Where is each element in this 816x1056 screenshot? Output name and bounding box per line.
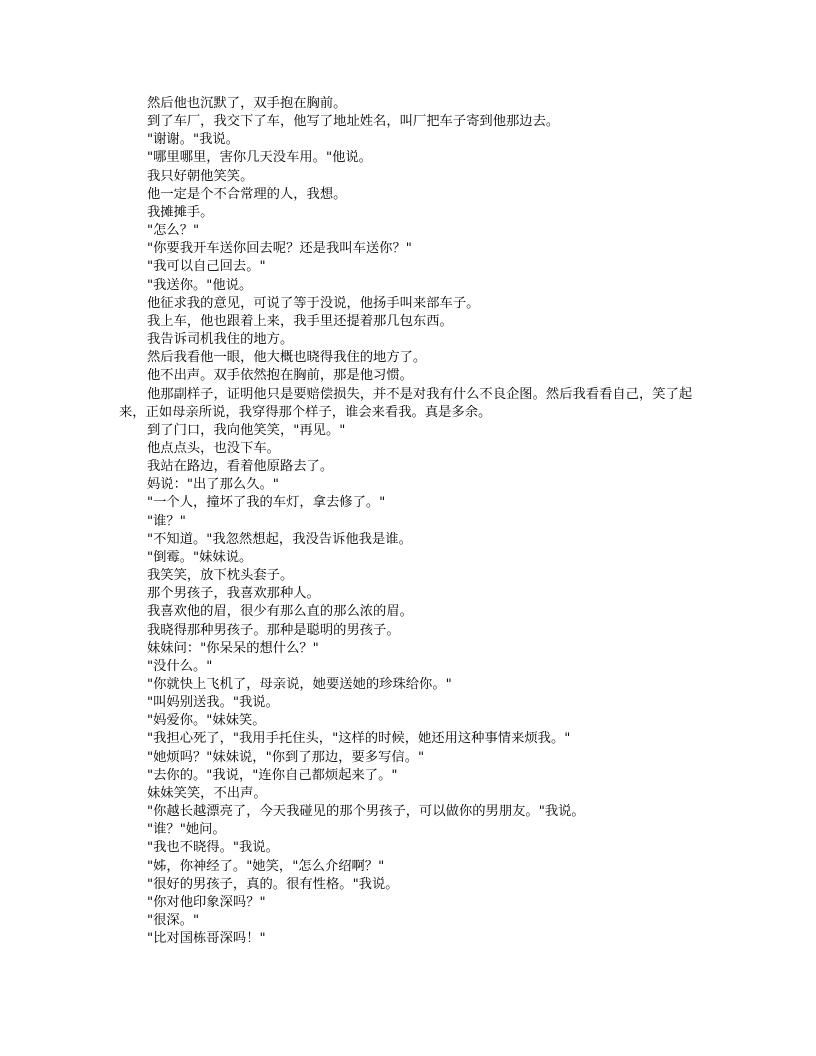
paragraph: 我站在路边，看着他原路去了。 — [147, 459, 334, 475]
paragraph: "很好的男孩子，真的。很有性格。"我说。 — [147, 876, 399, 892]
paragraph: 我晓得那种男孩子。那种是聪明的男孩子。 — [147, 622, 400, 638]
paragraph: "很深。" — [147, 913, 200, 929]
paragraph: 我告诉司机我住的地方。 — [147, 332, 294, 348]
paragraph: "她烦吗？"妹妹说，"你到了那边，要多写信。" — [147, 749, 425, 765]
paragraph: 到了车厂，我交下了车，他写了地址姓名，叫厂把车子寄到他那边去。 — [147, 114, 560, 130]
paragraph: "我也不晓得。"我说。 — [147, 840, 279, 856]
paragraph: 他不出声。双手依然抱在胸前，那是他习惯。 — [147, 368, 413, 384]
paragraph: "我可以自己回去。" — [147, 259, 266, 275]
paragraph: "谢谢。"我说。 — [147, 132, 240, 148]
paragraph: "一个人，撞坏了我的车灯，拿去修了。" — [147, 495, 386, 511]
paragraph: 到了门口，我向他笑笑，"再见。" — [147, 422, 346, 438]
paragraph: 我喜欢他的眉，很少有那么直的那么浓的眉。 — [147, 604, 413, 620]
paragraph: 我只好朝他笑笑。 — [147, 168, 254, 184]
paragraph: "谁？" — [147, 513, 186, 529]
paragraph: "没什么。" — [147, 658, 213, 674]
paragraph: "我担心死了，"我用手托住头，"这样的时候，她还用这种事情来烦我。" — [147, 731, 571, 747]
paragraph: 我笑笑，放下枕头套子。 — [147, 568, 294, 584]
paragraph: 他那副样子，证明他只是要赔偿损失，并不是对我有什么不良企图。然后我看看自己，笑了起来，正如母亲所说，我穿得那个样子，谁会来看我。真是多余。 — [119, 386, 693, 420]
paragraph: "怎么？" — [147, 223, 200, 239]
paragraph: "你就快上飞机了，母亲说，她要送她的珍珠给你。" — [147, 677, 452, 692]
paragraph: "姊，你神经了。"她笑，"怎么介绍啊？" — [147, 858, 385, 874]
paragraph: "倒霉。"妹妹说。 — [147, 549, 253, 565]
paragraph: 然后他也沉默了，双手抱在胸前。 — [147, 96, 347, 111]
paragraph: "谁？"她问。 — [147, 822, 226, 838]
story-text — [119, 95, 699, 948]
paragraph: "比对国栋哥深吗！" — [147, 931, 266, 947]
paragraph: 那个男孩子，我喜欢那种人。 — [147, 586, 320, 602]
paragraph: "你对他印象深吗？" — [147, 894, 266, 910]
paragraph: "去你的。"我说，"连你自己都烦起来了。" — [147, 767, 398, 783]
paragraph: 妈说："出了那么久。" — [147, 477, 279, 493]
paragraph: "我送你。"他说。 — [147, 277, 253, 293]
paragraph: 我摊摊手。 — [147, 204, 214, 220]
paragraph: 他点点头，也没下车。 — [147, 440, 280, 456]
paragraph: "你越长越漂亮了，今天我碰见的那个男孩子，可以做你的男朋友。"我说。 — [147, 804, 585, 820]
paragraph: 他征求我的意见，可说了等于没说，他扬手叫来部车子。 — [147, 295, 480, 311]
paragraph: "妈爱你。"妹妹笑。 — [147, 713, 266, 729]
paragraph: "哪里哪里，害你几天没车用。"他说。 — [147, 150, 372, 166]
paragraph: 我上车，他也跟着上来，我手里还提着那几包东西。 — [147, 313, 453, 329]
paragraph: "叫妈别送我。"我说。 — [147, 695, 279, 711]
paragraph: 妹妹问："你呆呆的想什么？" — [147, 640, 319, 656]
paragraph: 然后我看他一眼，他大概也晓得我住的地方了。 — [147, 350, 427, 366]
paragraph: "你要我开车送你回去呢？还是我叫车送你？" — [147, 241, 412, 257]
paragraph: 妹妹笑笑，不出声。 — [147, 785, 267, 801]
paragraph: "不知道。"我忽然想起，我没告诉他我是谁。 — [147, 531, 412, 547]
paragraph: 他一定是个不合常理的人，我想。 — [147, 186, 347, 202]
